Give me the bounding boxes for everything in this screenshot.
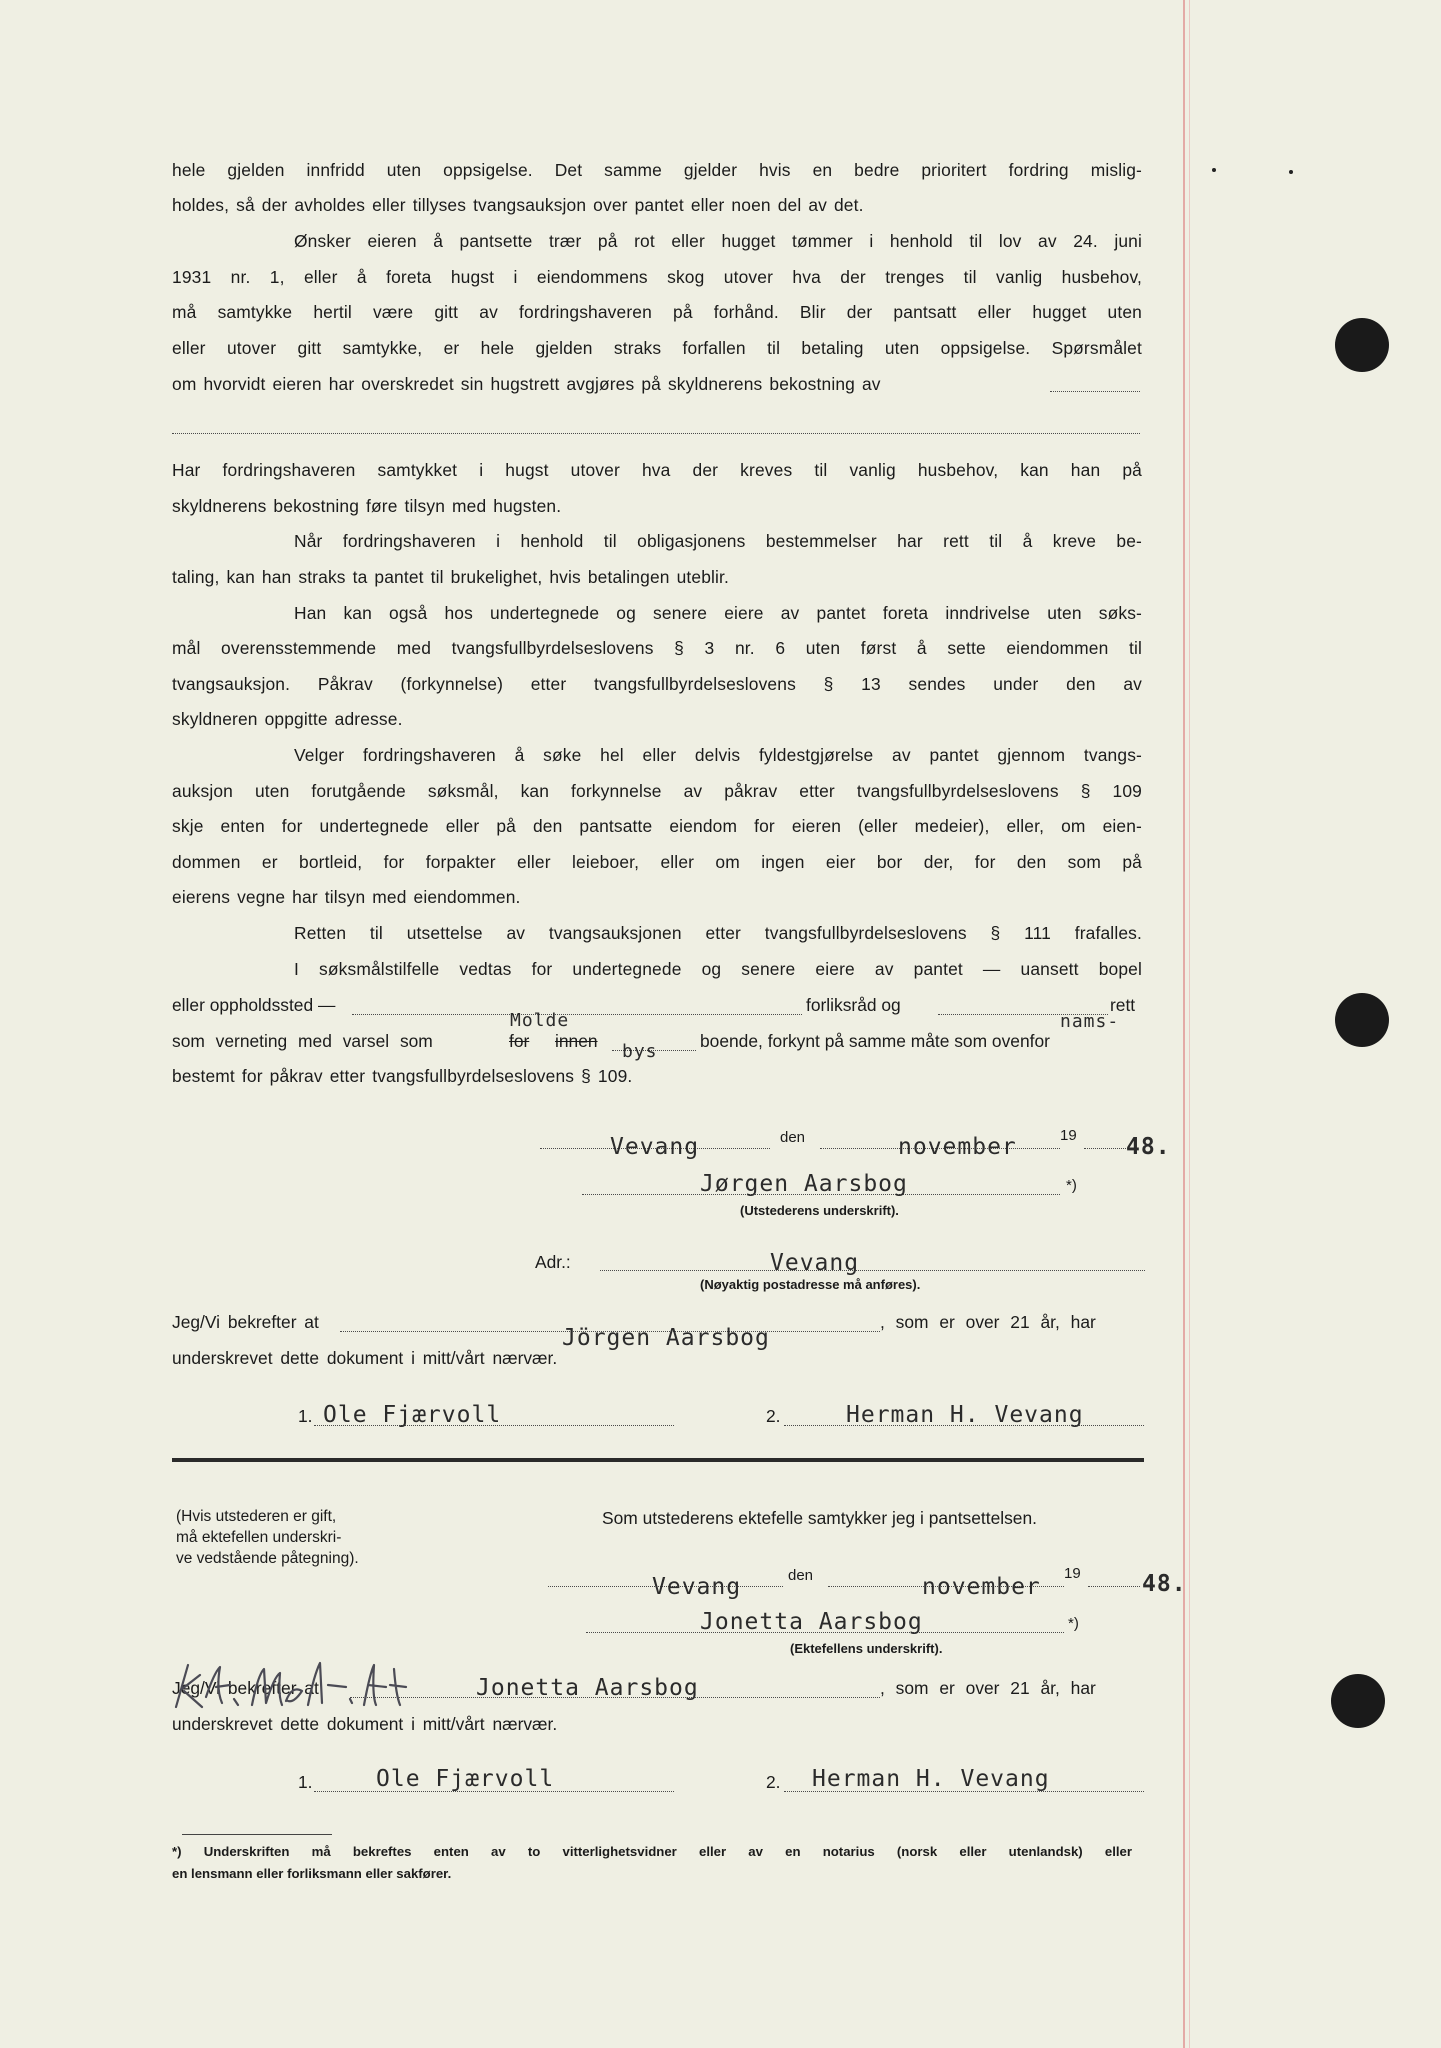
handwritten-name: Jonetta Aarsbog [476,1675,699,1701]
witness-signature: Ole Fjærvoll [376,1766,555,1792]
attest-text: underskrevet dette dokument i mitt/vårt nærvær. [172,1714,558,1734]
spouse-consent: Som utstederens ektefelle samtykker jeg i pantsettelsen. [602,1508,1037,1528]
body-line: tvangsauksjon. Påkrav (forkynnelse) etter tvangsfullbyrdelseslovens § 13 sendes under den av [172,674,1142,694]
witness-number: 1. [298,1772,313,1792]
year-prefix: 19 [1060,1127,1077,1144]
body-line: om hvorvidt eieren har overskredet sin hugstrett avgjøres på skyldnerens bekostning av [172,374,881,394]
handwritten-name: Jörgen Aarsbog [562,1325,770,1351]
signature-caption: (Utstederens underskrift). [740,1203,899,1218]
body-line: dommen er bortleid, for forpakter eller leieboer, eller om ingen eier bor der, for den som på [172,852,1142,872]
witness-number: 2. [766,1772,781,1792]
venue-text: innen [555,1031,598,1051]
body-line: Ønsker eieren å pantsette trær på rot eller hugget tømmer i henhold til lov av 24. juni [294,231,1142,251]
venue-text: boende, forkynt på samme måte som ovenfor [700,1031,1050,1051]
handwritten-address: Vevang [770,1250,860,1276]
witness-signature: Ole Fjærvoll [323,1402,502,1428]
body-line: skyldneren oppgitte adresse. [172,709,403,729]
body-line: eller utover gitt samtykke, er hele gjelden straks forfallen til betaling uten oppsigelse. Spørsmålet [172,338,1142,358]
handwritten-city: Molde [510,1010,570,1031]
section-divider [172,1458,1144,1462]
body-line: Når fordringshaveren i henhold til obligasjonens bestemmelser har rett til å kreve be- [294,531,1142,551]
attest-text: underskrevet dette dokument i mitt/vårt nærvær. [172,1348,558,1368]
binder-hole [1335,993,1389,1047]
blank-line [600,1270,1145,1271]
handwritten-text: nams- [1060,1011,1120,1032]
date-label: den [788,1567,814,1584]
binder-hole [1335,318,1389,372]
issuer-signature: Jørgen Aarsbog [700,1171,908,1197]
attest-text: Jeg/Vi bekrefter at [172,1678,319,1698]
witness-signature: Herman H. Vevang [846,1402,1084,1428]
attest-text: , som er over 21 år, har [880,1312,1096,1332]
blank-line [172,433,1140,434]
spouse-note: (Hvis utstederen er gift, [176,1508,337,1525]
spouse-note: må ektefellen underskri- [176,1529,342,1546]
body-line: må samtykke hertil være gitt av fordringshaveren på forhånd. Blir der pantsatt eller hugget uten [172,302,1142,322]
margin-line [1189,0,1190,2048]
spouse-note: ve vedstående påtegning). [176,1550,359,1567]
body-line: I søksmålstilfelle vedtas for undertegnede og senere eiere av pantet — uansett bopel [294,959,1142,979]
attest-text: , som er over 21 år, har [880,1678,1096,1698]
witness-number: 2. [766,1406,781,1426]
footnote-line: en lensmann eller forliksmann eller sakfører. [172,1866,452,1881]
body-line: skje enten for undertegnede eller på den pantsatte eiendom for eieren (eller medeier), eller, om eien- [172,816,1142,836]
address-caption: (Nøyaktig postadresse må anføres). [700,1277,921,1292]
body-line: 1931 nr. 1, eller å foreta hugst i eiendommens skog utover hva der trenges til vanlig husbehov, [172,267,1142,287]
body-line: Har fordringshaveren samtykket i hugst utover hva der kreves til vanlig husbehov, kan han på [172,460,1142,480]
address-label: Adr.: [535,1252,571,1272]
year-prefix: 19 [1064,1565,1081,1582]
body-line: Velger fordringshaveren å søke hel eller delvis fyldestgjørelse av pantet gjennom tvangs- [294,745,1142,765]
footnote-mark: *) [1068,1615,1079,1632]
body-line: holdes, så der avholdes eller tillyses tvangsauksjon over pantet eller noen del av det. [172,195,864,215]
binder-hole [1331,1674,1385,1728]
venue-text: for [509,1031,530,1051]
handwritten-note-scribble [168,1655,458,1717]
body-line: skyldnerens bekostning føre tilsyn med hugsten. [172,496,562,516]
body-line: Han kan også hos undertegnede og senere eiere av pantet foreta inndrivelse uten søks- [294,603,1142,623]
body-line: taling, kan han straks ta pantet til brukelighet, hvis betalingen uteblir. [172,567,730,587]
speck [1289,170,1293,174]
blank-line [1088,1586,1140,1587]
handwritten-month: november [922,1574,1041,1600]
attest-text: Jeg/Vi bekrefter at [172,1312,319,1332]
date-label: den [780,1129,806,1146]
venue-text: rett [1110,995,1136,1015]
handwritten-place: Vevang [652,1574,742,1600]
footnote-line: *) Underskriften må bekreftes enten av to vitterlighetsvidner eller av en notarius (norsk eller utenlandsk) eller [172,1844,1132,1859]
body-line: hele gjelden innfridd uten oppsigelse. Det samme gjelder hvis en bedre prioritert fordring mislig- [172,160,1142,180]
footnote-rule [182,1834,332,1835]
spouse-signature: Jonetta Aarsbog [700,1609,923,1635]
body-line: auksjon uten forutgående søksmål, kan forkynnelse av påkrav etter tvangsfullbyrdelseslovens § 109 [172,781,1142,801]
footnote-mark: *) [1066,1177,1077,1194]
handwritten-month: november [898,1134,1017,1160]
handwritten-year: 48. [1142,1571,1187,1597]
venue-text: som verneting med varsel som [172,1031,433,1051]
body-line: bestemt for påkrav etter tvangsfullbyrdelseslovens § 109. [172,1066,633,1086]
witness-number: 1. [298,1406,313,1426]
witness-signature: Herman H. Vevang [812,1766,1050,1792]
blank-line [1050,391,1140,392]
venue-text: eller oppholdssted — [172,995,336,1015]
body-line: mål overensstemmende med tvangsfullbyrdelseslovens § 3 nr. 6 uten først å sette eiendommen til [172,638,1142,658]
handwritten-text: bys [622,1041,658,1062]
blank-line [352,1014,802,1015]
speck [1212,168,1216,172]
handwritten-year: 48. [1126,1134,1171,1160]
body-line: eierens vegne har tilsyn med eiendommen. [172,887,521,907]
signature-caption: (Ektefellens underskrift). [790,1641,943,1656]
handwritten-place: Vevang [610,1134,700,1160]
margin-line [1183,0,1185,2048]
venue-text: forliksråd og [806,995,901,1015]
body-line: Retten til utsettelse av tvangsauksjonen etter tvangsfullbyrdelseslovens § 111 frafalles. [294,923,1142,943]
